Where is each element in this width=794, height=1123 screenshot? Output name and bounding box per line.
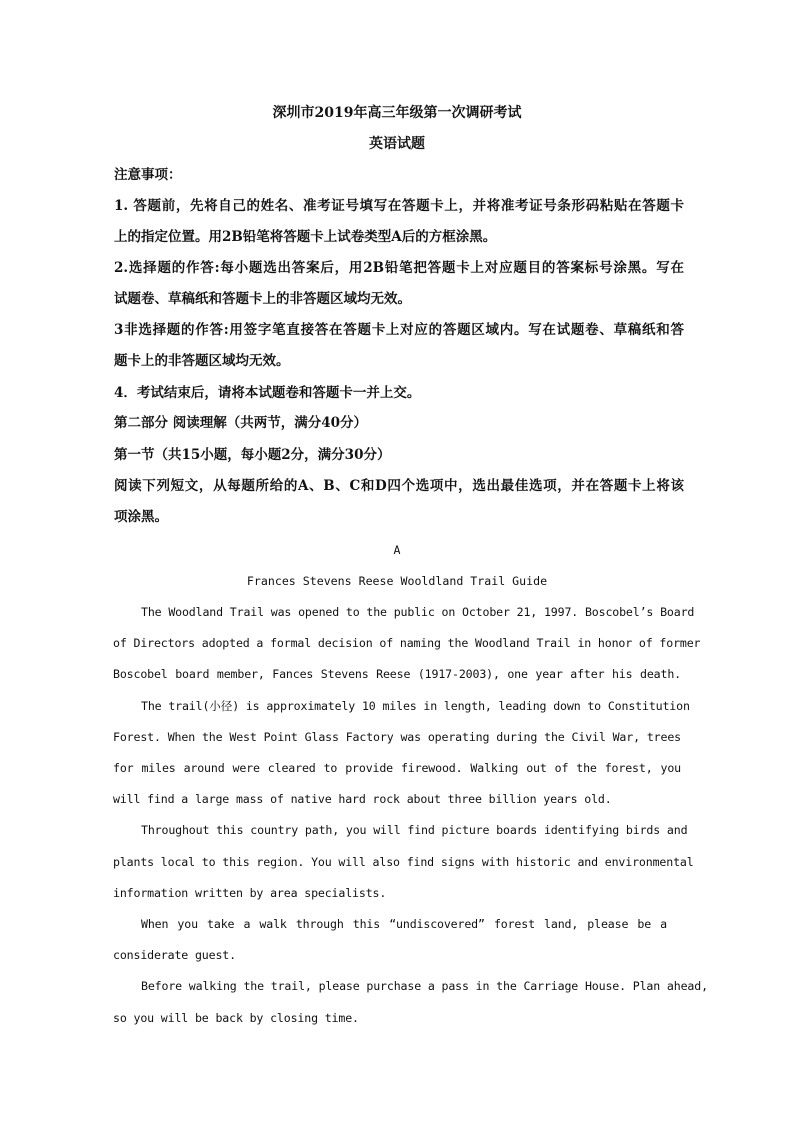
passage-line: Boscobel board member, Fances Stevens Reese (1917-2003), one year after his death. — [113, 667, 681, 681]
notice-line: 上的指定位置。用2B铅笔将答题卡上试卷类型A后的方框涂黑。 — [114, 229, 497, 245]
passage-line: Forest. When the West Point Glass Factory was operating during the Civil War, trees — [113, 730, 681, 744]
instruction-line: 项涂黑。 — [114, 509, 168, 525]
notice-line: 4．考试结束后，请将本试题卷和答题卡一并上交。 — [114, 385, 421, 401]
part-heading: 第二部分 阅读理解（共两节，满分40分） — [114, 415, 367, 431]
notice-line: 3非选择题的作答:用签字笔直接答在答题卡上对应的答题区域内。写在试题卷、草稿纸和答 — [114, 322, 684, 338]
passage-line: of Directors adopted a formal decision of naming the Woodland Trail in honor of former — [113, 636, 701, 650]
exam-title: 深圳市2019年高三年级第一次调研考试 — [272, 105, 522, 121]
subsection-heading: 第一节（共15小题，每小题2分，满分30分） — [114, 447, 391, 463]
notice-heading: 注意事项： — [114, 167, 182, 183]
exam-subtitle: 英语试题 — [369, 136, 425, 152]
passage-line: so you will be back by closing time. — [113, 1011, 359, 1025]
passage-line: The Woodland Trail was opened to the public on October 21, 1997. Boscobel’s Board — [141, 605, 695, 619]
passage-label: A — [393, 543, 401, 557]
passage-line: considerate guest. — [113, 948, 236, 962]
passage-line: information written by area specialists. — [113, 886, 387, 900]
passage-line: Throughout this country path, you will find picture boards identifying birds and — [141, 823, 688, 837]
passage-line: plants local to this region. You will also find signs with historic and environmental — [113, 855, 694, 869]
notice-line: 试题卷、草稿纸和答题卡上的非答题区域均无效。 — [114, 291, 411, 307]
passage-line: The trail(小径) is approximately 10 miles in length, leading down to Constitution — [141, 699, 690, 713]
passage-line: When you take a walk through this “undiscovered” forest land, please be a — [141, 917, 667, 931]
passage-title: Frances Stevens Reese Wooldland Trail Guide — [246, 574, 548, 588]
passage-line: Before walking the trail, please purchase a pass in the Carriage House. Plan ahead, — [141, 979, 708, 993]
passage-line: for miles around were cleared to provide firewood. Walking out of the forest, you — [113, 761, 681, 775]
notice-line: 2.选择题的作答:每小题选出答案后，用2B铅笔把答题卡上对应题目的答案标号涂黑。写在 — [114, 260, 684, 276]
passage-line: will find a large mass of native hard rock about three billion years old. — [113, 792, 612, 806]
notice-line: 1. 答题前，先将自己的姓名、准考证号填写在答题卡上，并将准考证号条形码粘贴在答题卡 — [114, 198, 684, 214]
notice-line: 题卡上的非答题区域均无效。 — [114, 353, 290, 369]
instruction-line: 阅读下列短文，从每题所给的A、B、C和D四个选项中，选出最佳选项，并在答题卡上将该 — [114, 478, 684, 494]
